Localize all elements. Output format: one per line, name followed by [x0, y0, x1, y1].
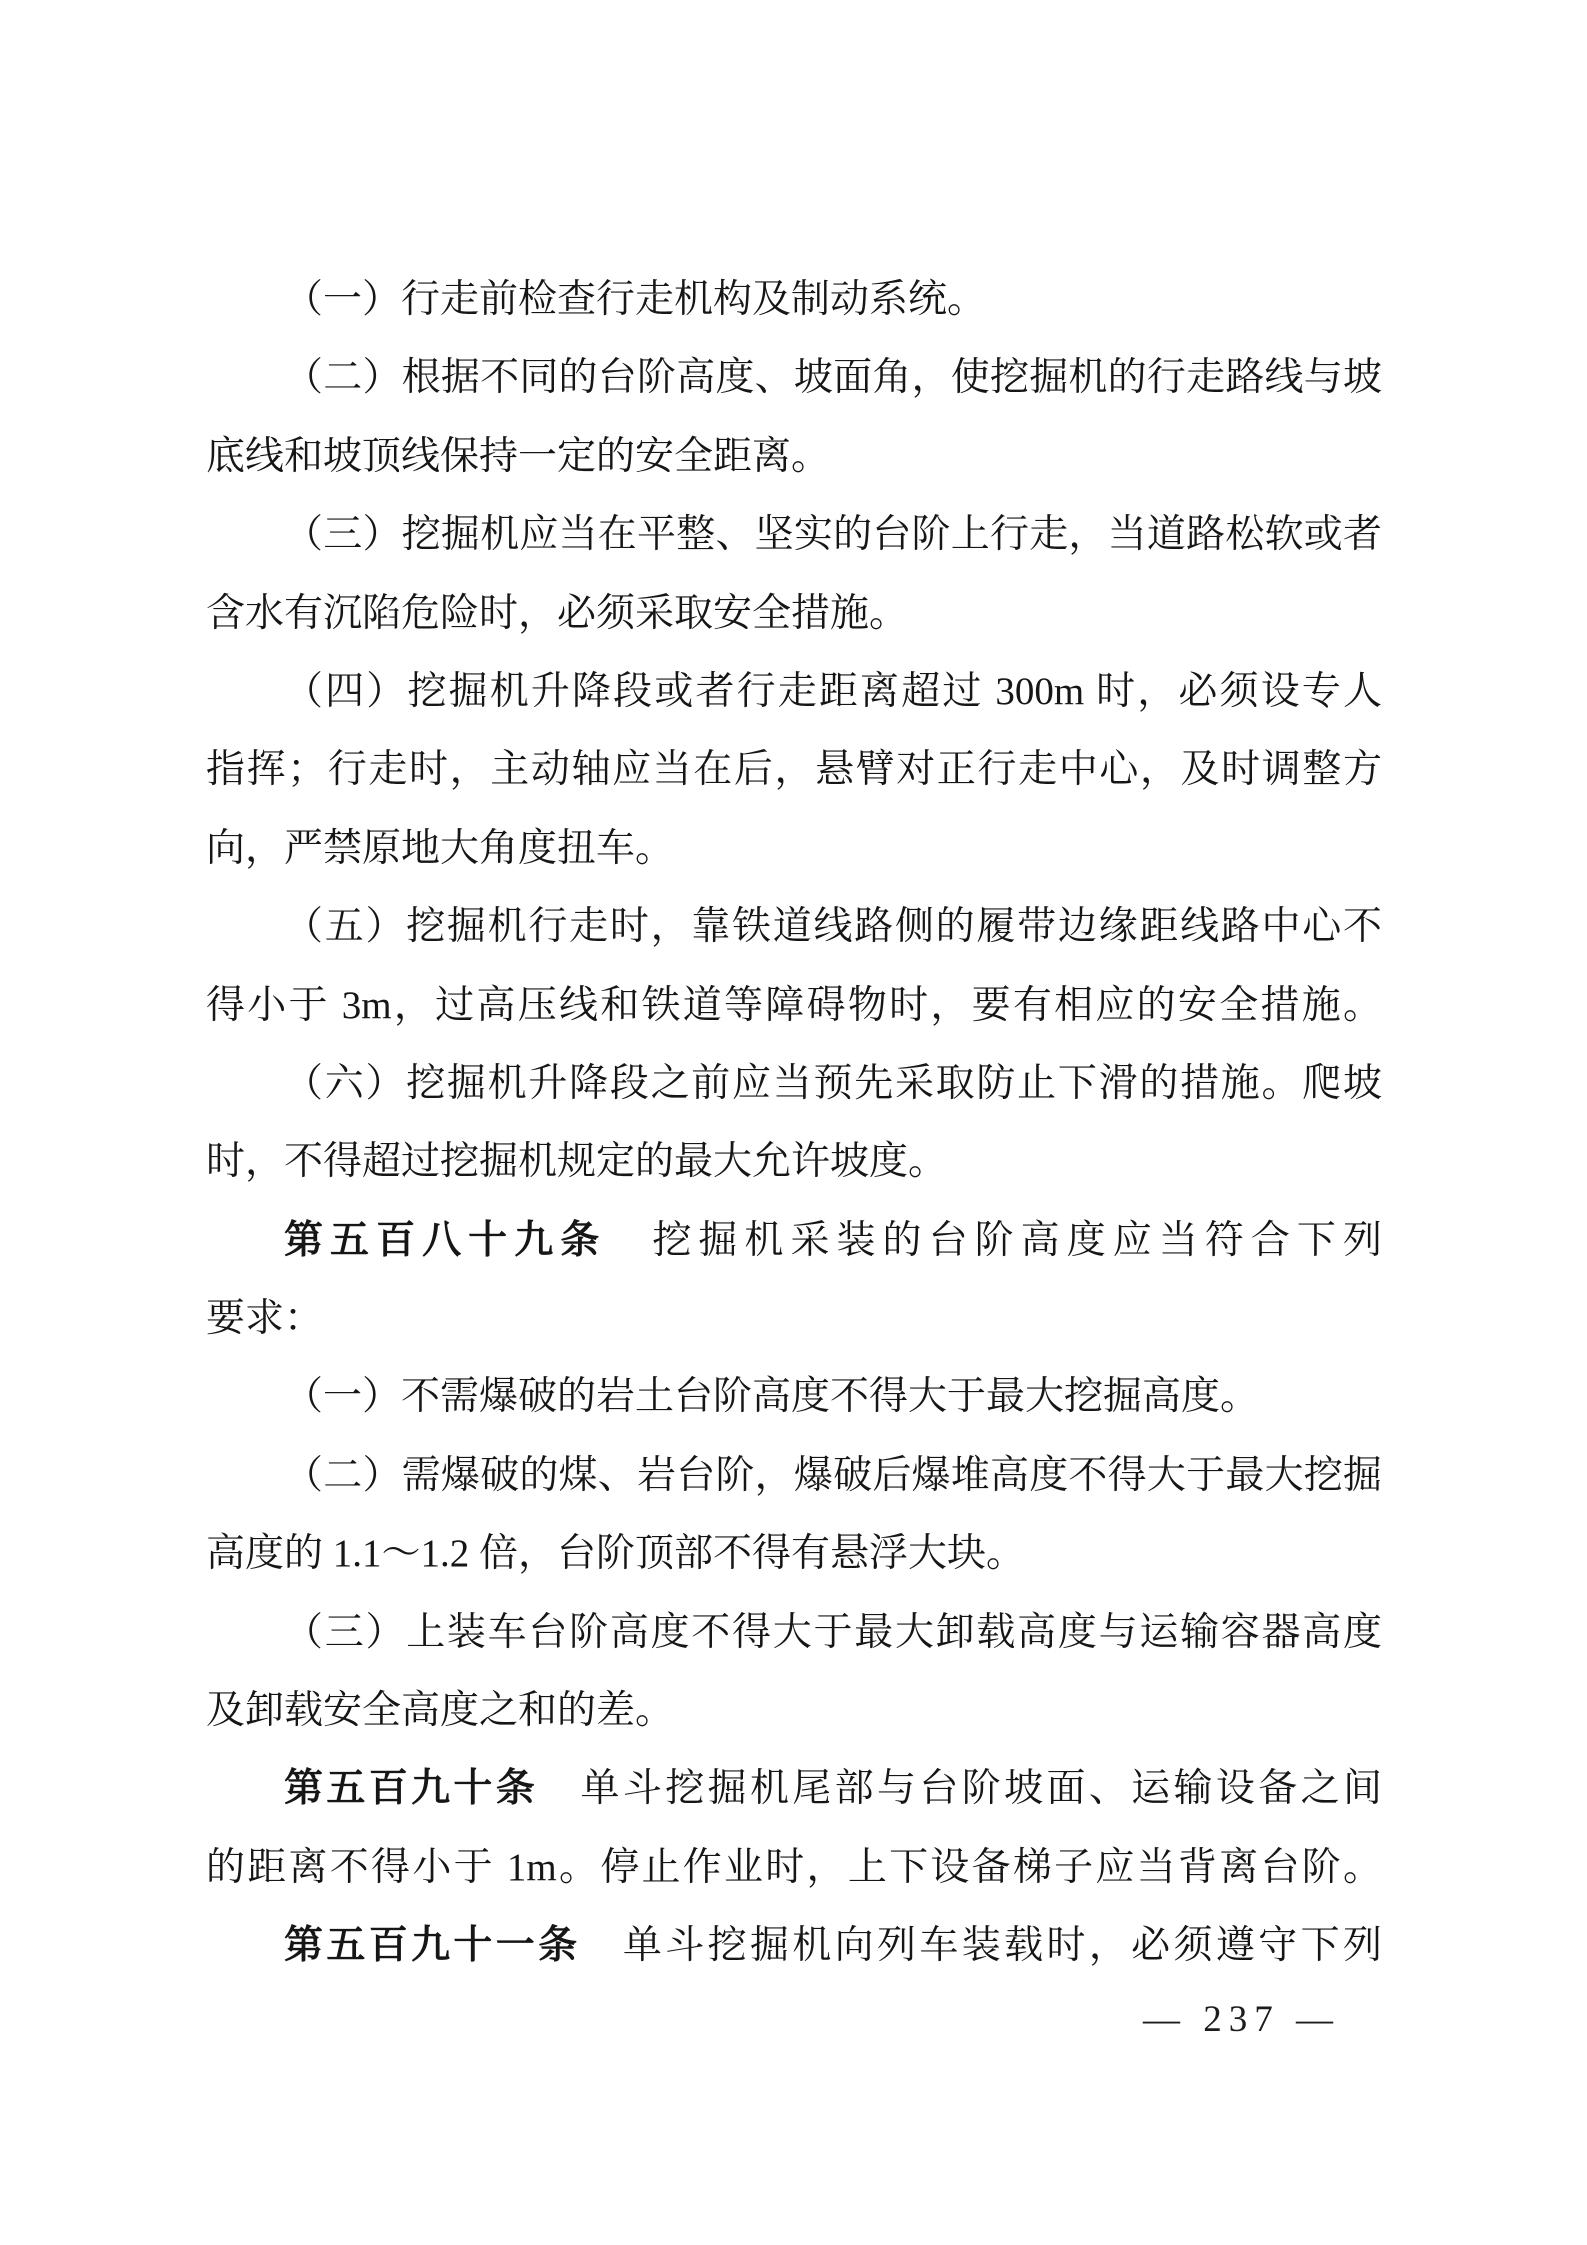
text-line	[206, 1907, 1382, 1985]
text-line	[206, 496, 1382, 574]
text-segment: 含水有沉陷危险时，必须采取安全措施。	[206, 591, 909, 635]
text-segment: （三）上装车台阶高度不得大于最大卸载高度与运输容器高度	[284, 1610, 1382, 1654]
text-line	[206, 888, 1382, 966]
text-line	[206, 1123, 1382, 1201]
text-lines	[206, 261, 1382, 1986]
article-number: 第五百八十九条	[284, 1218, 607, 1262]
text-segment: （一）行走前检查行走机构及制动系统。	[284, 278, 987, 321]
text-segment: （五）挖掘机行走时，靠铁道线路侧的履带边缘距线路中心不	[284, 905, 1382, 949]
article-number: 第五百九十条	[284, 1767, 539, 1811]
text-line	[206, 418, 1382, 496]
text-segment: （三）挖掘机应当在平整、坚实的台阶上行走，当道路松软或者	[284, 513, 1382, 557]
text-segment: 及卸载安全高度之和的差。	[206, 1689, 675, 1733]
text-segment: 高度的 1.1～1.2 倍，台阶顶部不得有悬浮大块。	[206, 1532, 1026, 1576]
text-segment: 的距离不得小于 1m。停止作业时，上下设备梯子应当背离台阶。	[206, 1845, 1382, 1889]
text-segment: 挖掘机采装的台阶高度应当符合下列	[606, 1218, 1382, 1262]
text-segment: 得小于 3m，过高压线和铁道等障碍物时，要有相应的安全措施。	[206, 983, 1382, 1027]
text-line	[206, 967, 1382, 1045]
text-segment: 单斗挖掘机尾部与台阶坡面、运输设备之间	[538, 1767, 1382, 1811]
text-segment: 指挥；行走时，主动轴应当在后，悬臂对正行走中心，及时调整方	[206, 748, 1382, 792]
text-line	[206, 731, 1382, 809]
text-segment: 向，严禁原地大角度扭车。	[206, 826, 675, 870]
text-segment: （四）挖掘机升降段或者行走距离超过 300m 时，必须设专人	[284, 669, 1382, 713]
text-line	[206, 575, 1382, 653]
text-segment: 时，不得超过挖掘机规定的最大允许坡度。	[206, 1140, 948, 1184]
text-segment: 底线和坡顶线保持一定的安全距离。	[206, 434, 831, 478]
text-line	[206, 261, 1382, 339]
text-line	[206, 1358, 1382, 1436]
text-line	[206, 1045, 1382, 1123]
article-number: 第五百九十一条	[284, 1924, 581, 1968]
text-line	[206, 1515, 1382, 1593]
text-segment: 单斗挖掘机向列车装载时，必须遵守下列	[580, 1924, 1382, 1968]
text-segment: （一）不需爆破的岩土台阶高度不得大于最大挖掘高度。	[284, 1375, 1260, 1419]
text-line	[206, 1750, 1382, 1828]
text-segment: （二）根据不同的台阶高度、坡面角，使挖掘机的行走路线与坡	[284, 356, 1382, 400]
text-line	[206, 1594, 1382, 1672]
text-line	[206, 1437, 1382, 1515]
text-line	[206, 1829, 1382, 1907]
text-segment: 要求：	[206, 1297, 324, 1341]
text-line	[206, 810, 1382, 888]
text-segment: （二）需爆破的煤、岩台阶，爆破后爆堆高度不得大于最大挖掘	[284, 1453, 1382, 1497]
text-line	[206, 653, 1382, 731]
page-number: — 237 —	[1143, 1999, 1340, 2040]
text-line	[206, 1202, 1382, 1280]
text-line	[206, 339, 1382, 417]
text-segment: （六）挖掘机升降段之前应当预先采取防止下滑的措施。爬坡	[284, 1061, 1382, 1105]
text-line	[206, 1280, 1382, 1358]
text-line	[206, 1672, 1382, 1750]
